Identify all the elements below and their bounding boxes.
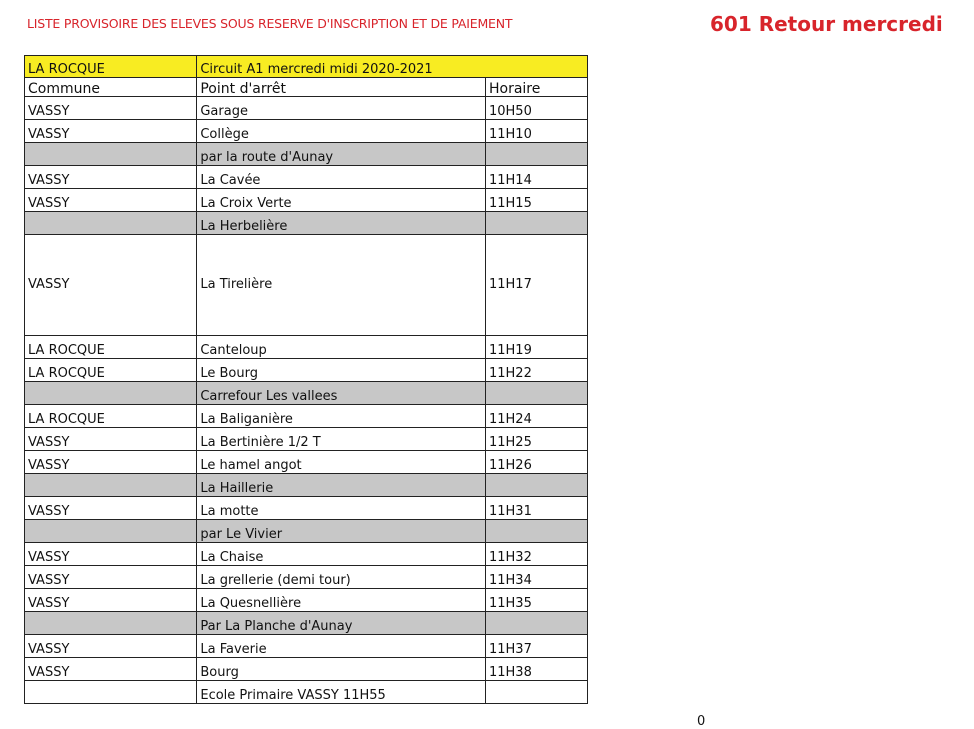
page-number: 0	[697, 714, 706, 729]
cell-stop: La Croix Verte	[197, 189, 486, 212]
banner-commune: LA ROCQUE	[25, 56, 197, 78]
cell-time: 11H14	[485, 166, 587, 189]
cell-stop: La grellerie (demi tour)	[197, 566, 486, 589]
cell-commune: VASSY	[25, 97, 197, 120]
cell-commune: VASSY	[25, 658, 197, 681]
cell-time	[485, 612, 587, 635]
table-row	[25, 189, 588, 212]
cell-stop: Carrefour Les vallees	[197, 382, 486, 405]
cell-time	[485, 520, 587, 543]
via-row	[25, 143, 588, 166]
cell-commune: LA ROCQUE	[25, 405, 197, 428]
header-commune: Commune	[25, 78, 197, 97]
cell-commune	[25, 520, 197, 543]
table-row	[25, 658, 588, 681]
circuit-banner	[25, 56, 588, 78]
cell-time: 11H19	[485, 336, 587, 359]
table-row	[25, 635, 588, 658]
cell-stop: Le Bourg	[197, 359, 486, 382]
via-row	[25, 382, 588, 405]
cell-time: 11H26	[485, 451, 587, 474]
cell-commune	[25, 681, 197, 704]
via-row	[25, 520, 588, 543]
table-row	[25, 120, 588, 143]
cell-stop: La Bertinière 1/2 T	[197, 428, 486, 451]
cell-stop: Ecole Primaire VASSY 11H55	[197, 681, 486, 704]
cell-commune	[25, 474, 197, 497]
schedule-table	[24, 55, 588, 704]
table-row	[25, 97, 588, 120]
cell-stop: Bourg	[197, 658, 486, 681]
cell-stop: Collège	[197, 120, 486, 143]
cell-time: 11H37	[485, 635, 587, 658]
table-row	[25, 451, 588, 474]
route-title: 601 Retour mercredi	[710, 12, 943, 36]
cell-time: 11H24	[485, 405, 587, 428]
cell-stop: La Herbelière	[197, 212, 486, 235]
cell-time	[485, 212, 587, 235]
via-row	[25, 474, 588, 497]
banner-circuit: Circuit A1 mercredi midi 2020-2021	[197, 56, 588, 78]
cell-time	[485, 681, 587, 704]
cell-time: 11H25	[485, 428, 587, 451]
cell-stop: La Faverie	[197, 635, 486, 658]
cell-time: 11H15	[485, 189, 587, 212]
cell-time	[485, 143, 587, 166]
cell-stop: La Baliganière	[197, 405, 486, 428]
column-header-row	[25, 78, 588, 97]
cell-stop: par Le Vivier	[197, 520, 486, 543]
table-row	[25, 166, 588, 189]
cell-time	[485, 382, 587, 405]
cell-time: 10H50	[485, 97, 587, 120]
cell-commune: VASSY	[25, 589, 197, 612]
cell-commune	[25, 143, 197, 166]
cell-commune	[25, 612, 197, 635]
table-row	[25, 336, 588, 359]
cell-stop: Garage	[197, 97, 486, 120]
cell-stop: La Haillerie	[197, 474, 486, 497]
table-row	[25, 497, 588, 520]
cell-time: 11H22	[485, 359, 587, 382]
cell-time	[485, 474, 587, 497]
table-row	[25, 566, 588, 589]
header-time: Horaire	[485, 78, 587, 97]
cell-commune: LA ROCQUE	[25, 359, 197, 382]
cell-commune: VASSY	[25, 166, 197, 189]
table-row	[25, 681, 588, 704]
cell-time: 11H17	[485, 235, 587, 336]
cell-commune: VASSY	[25, 497, 197, 520]
cell-commune: VASSY	[25, 235, 197, 336]
cell-stop: par la route d'Aunay	[197, 143, 486, 166]
table-row	[25, 428, 588, 451]
cell-time: 11H34	[485, 566, 587, 589]
cell-stop: Canteloup	[197, 336, 486, 359]
table-row	[25, 405, 588, 428]
cell-stop: La motte	[197, 497, 486, 520]
provisional-list-notice: LISTE PROVISOIRE DES ELEVES SOUS RESERVE D'INSCRIPTION ET DE PAIEMENT	[27, 16, 513, 31]
cell-stop: Le hamel angot	[197, 451, 486, 474]
table-row	[25, 543, 588, 566]
header-stop: Point d'arrêt	[197, 78, 486, 97]
cell-commune: VASSY	[25, 451, 197, 474]
cell-time: 11H35	[485, 589, 587, 612]
cell-stop: Par La Planche d'Aunay	[197, 612, 486, 635]
cell-commune: VASSY	[25, 120, 197, 143]
via-row	[25, 612, 588, 635]
cell-stop: La Chaise	[197, 543, 486, 566]
cell-commune	[25, 382, 197, 405]
cell-time: 11H10	[485, 120, 587, 143]
cell-commune: VASSY	[25, 189, 197, 212]
via-row	[25, 212, 588, 235]
table-row	[25, 359, 588, 382]
cell-stop: La Tirelière	[197, 235, 486, 336]
cell-commune: VASSY	[25, 635, 197, 658]
cell-stop: La Quesnellière	[197, 589, 486, 612]
cell-commune: VASSY	[25, 543, 197, 566]
cell-commune: VASSY	[25, 566, 197, 589]
cell-stop: La Cavée	[197, 166, 486, 189]
cell-commune: LA ROCQUE	[25, 336, 197, 359]
table-row	[25, 589, 588, 612]
cell-commune	[25, 212, 197, 235]
cell-time: 11H32	[485, 543, 587, 566]
cell-time: 11H38	[485, 658, 587, 681]
cell-commune: VASSY	[25, 428, 197, 451]
table-row	[25, 235, 588, 336]
cell-time: 11H31	[485, 497, 587, 520]
